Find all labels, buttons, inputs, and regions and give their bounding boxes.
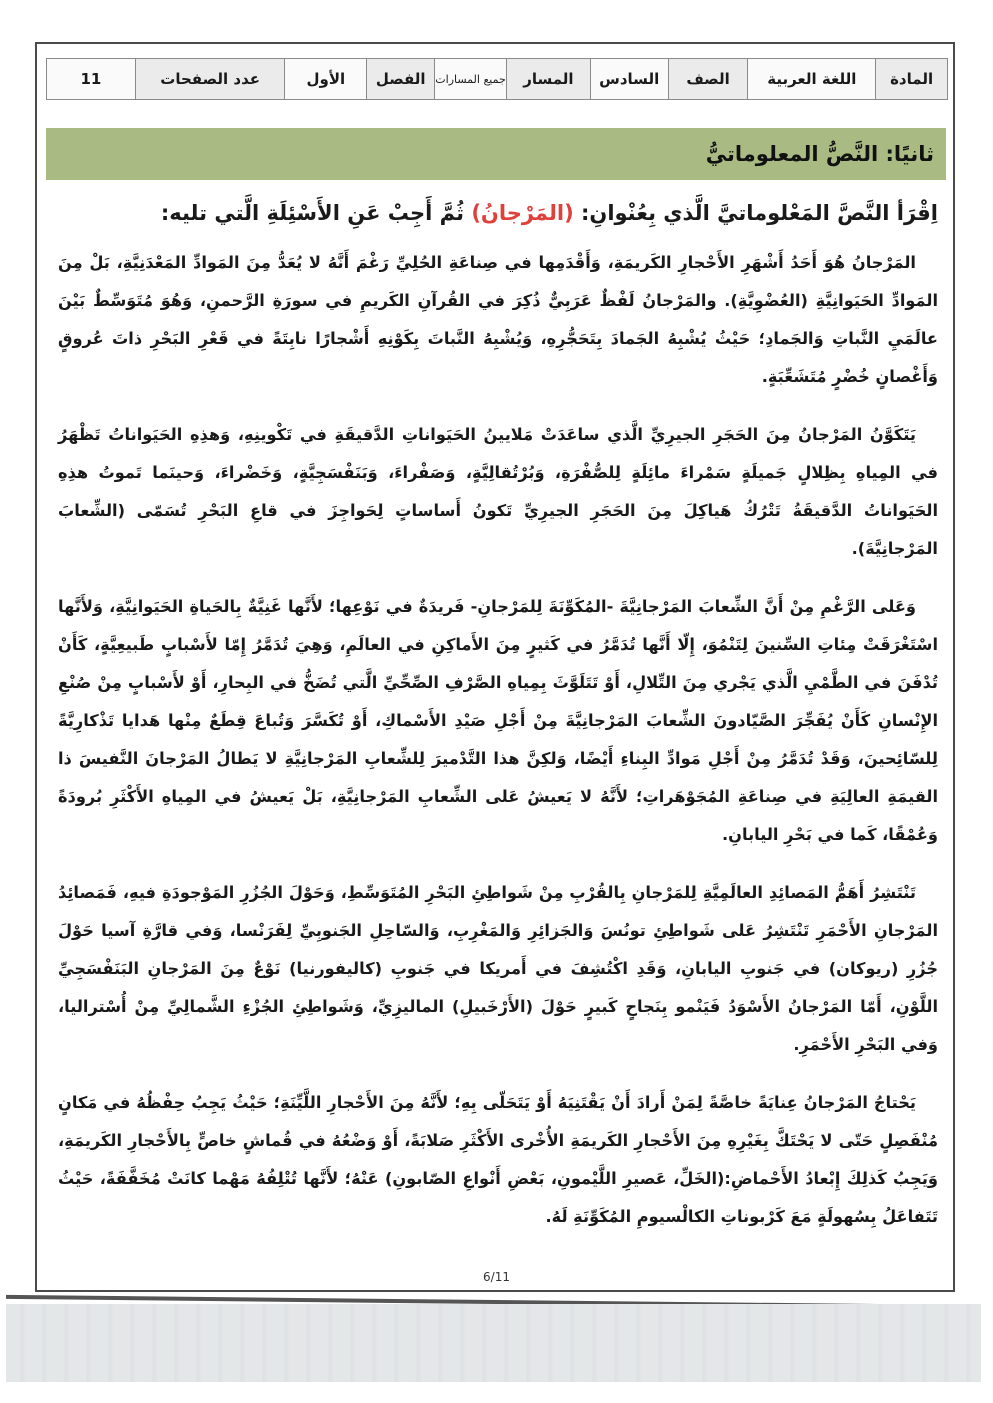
paragraph-1: المَرْجانُ هُوَ أَحَدُ أَشْهَرِ الأَحْجارِ الكَريمَةِ، وَأَقْدَمِها في صِناعَةِ الحُلِيِّ رَغْمَ أَنَّهُ لا يُعَدُّ مِنَ المَوادِّ المَعْدَنِيَّةِ، بَلْ مِنَ المَوادِّ الحَيَوانِيَّةِ (العُضْوِيَّةِ). والمَرْجانُ لَفْظٌ عَرَبِيٌّ ذُكِرَ في القُرآنِ الكَريمِ في سورَةِ الرَّحمنِ، وَهُوَ مُتَوَسِّطٌ بَيْنَ عالَمَيِ النَّباتِ وَالجَمادِ؛ حَيْثُ يُشْبِهُ الجَمادَ بِتَحَجُّرِهِ، وَيُشْبِهُ النَّباتَ بِكَوْنِهِ أَشْجارًا نابِتَةً في قَعْرِ البَحْرِ ذاتَ عُروقٍ وَأَغْصانٍ خُضْرٍ مُتَشَعِّبَةٍ. [58, 253, 938, 386]
subject-value: اللغة العربية [747, 59, 875, 99]
instruction-line [60, 196, 938, 230]
term-value: الأول [284, 59, 366, 99]
paragraph-2: يَتَكَوَّنُ المَرْجانُ مِنَ الحَجَرِ الجيرِيِّ الَّذي ساعَدَتْ مَلايينُ الحَيَواناتِ الدَّقيقَةِ في تَكْوينِهِ، وَهذِهِ الحَيَواناتُ تَظْهَرُ في المِياهِ بِظِلالٍ جَميلَةٍ سَمْراءَ مائِلَةٍ لِلصُّفْرَةِ، وَبُرْتُقالِيَّةٍ، وَصَفْراءَ، وَبَنَفْسَجِيَّةٍ، وَخَضْراءَ، وَحينَما تَموتُ هذِهِ الحَيَواناتُ الدَّقيقَةُ تَتْرُكُ هَياكِلَ مِنَ الحَجَرِ الجيرِيِّ تَكونُ أَساساتٍ لِحَواجِزَ في قاعِ البَحْرِ تُسَمّى (الشِّعابَ المَرْجانِيَّةَ). [58, 425, 938, 558]
page-number: 6/11 [483, 1270, 510, 1284]
header-info-table [46, 58, 948, 100]
track-label: المسار [506, 59, 590, 99]
article-title-highlight: (المَرْجانُ) [471, 201, 574, 225]
article-body [58, 244, 938, 1256]
scan-background-strip [6, 1304, 981, 1382]
paragraph-4: تَنْتَشِرُ أَهَمُّ المَصائِدِ العالَمِيَّةِ لِلمَرْجانِ بِالقُرْبِ مِنْ شَواطِئِ البَحْرِ المُتَوَسِّطِ، وَحَوْلَ الجُزُرِ المَوْجودَةِ فيهِ، فَمَصائِدُ المَرْجانِ الأَحْمَرِ تَنْتَشِرُ عَلى شَواطِئِ تونُسَ وَالجَزائِرِ وَالمَغْرِبِ، وَالسّاحِلِ الجَنوبِيِّ لِفَرَنْسا، وَفي قارَّةِ آسيا حَوْلَ جُزُرِ (ريوكان) في جَنوبِ اليابانِ، وَقَدِ اكْتُشِفَ في أَمريكا في جَنوبِ (كاليفورنيا) نَوْعٌ مِنَ المَرْجانِ البَنَفْسَجِيِّ اللَّوْنِ، أَمّا المَرْجانُ الأَسْوَدُ فَيَنْمو بِنَجاحٍ كَبيرٍ حَوْلَ (الأَرْخَبيلِ) الماليزِيِّ، وَشَواطِئِ الجُزْءِ الشَّمالِيِّ مِنْ أُسْتراليا، وَفي البَحْرِ الأَحْمَرِ. [58, 883, 938, 1054]
term-label: الفصل [366, 59, 434, 99]
track-value: جميع المسارات [434, 59, 506, 99]
page-count-value: 11 [47, 59, 135, 99]
grade-value: السادس [590, 59, 668, 99]
section-banner [46, 128, 946, 180]
section-title: ثانيًا: النَّصُّ المعلوماتيُّ [705, 142, 934, 166]
page-count-label: عدد الصفحات [135, 59, 285, 99]
grade-label: الصف [668, 59, 748, 99]
instruction-text-start: اِقْرَأ النَّصَّ المَعْلوماتيَّ الَّذي بِعُنْوانِ: [573, 201, 938, 225]
subject-label: المادة [875, 59, 947, 99]
paragraph-5: يَحْتاجُ المَرْجانُ عِنايَةً خاصَّةً لِمَنْ أَرادَ أَنْ يَقْتَنِيَهُ أَوْ يَتَحَلّى بِهِ؛ لأَنَّهُ مِنَ الأَحْجارِ اللَّيِّنَةِ؛ حَيْثُ يَجِبُ حِفْظُهُ في مَكانٍ مُنْفَصِلٍ حَتّى لا يَحْتَكَّ بِغَيْرِهِ مِنَ الأَحْجارِ الكَريمَةِ الأُخْرى الأَكْثَرِ صَلابَةً، أَوْ وَضْعُهُ في قُماشٍ خاصٍّ بِالأَحْجارِ الكَريمَةِ، وَيَجِبُ كَذلِكَ إِبْعادُ الأَحْماضِ:(الخَلِّ، عَصيرِ اللَّيْمونِ، بَعْضِ أَنْواعِ الصّابونِ) عَنْهُ؛ لأَنَّها تُتْلِفُهُ مَهْما كانَتْ مُخَفَّفَةً، حَيْثُ تَتَفاعَلُ بِسُهولَةٍ مَعَ كَرْبوناتِ الكالْسيومِ المُكَوِّنَةِ لَهُ. [58, 1093, 938, 1226]
instruction-text-end: ثُمَّ أَجِبْ عَنِ الأَسْئِلَةِ الَّتي تليه: [160, 201, 472, 225]
paragraph-3: وَعَلى الرَّغْمِ مِنْ أَنَّ الشِّعابَ المَرْجانِيَّةَ -المُكَوِّنَةَ لِلمَرْجانِ- فَريدَةٌ في نَوْعِها؛ لأَنَّها غَنِيَّةٌ بِالحَياةِ الحَيَوانِيَّةِ، وَلأَنَّها اسْتَغْرَقَتْ مِئاتِ السِّنينَ لِتَنْمُوَ، إِلّا أَنَّها تُدَمَّرُ في كَثيرٍ مِنَ الأَماكِنِ في العالَمِ، وَهِيَ تُدَمَّرُ إِمّا لأَسْبابٍ طَبيعِيَّةٍ، كَأَنْ تُدْفَنَ في الطَّمْيِ الَّذي يَجْري مِنَ التِّلالِ، أَوْ تَتَلَوَّثَ بِمِياهِ الصَّرْفِ الصِّحِّيِّ الَّتي تُضَخُّ في البِحارِ، أَوْ لأَسْبابٍ مِنْ صُنْعِ الإِنْسانِ كَأَنْ يُفَجِّرَ الصَّيّادونَ الشِّعابَ المَرْجانِيَّةَ مِنْ أَجْلِ صَيْدِ الأَسْماكِ، أَوْ تُكَسَّرَ وَتُباعَ قِطَعٌ مِنْها هَدايا تَذْكارِيَّةً لِلسّائِحينَ، وَقَدْ تُدَمَّرُ مِنْ أَجْلِ مَوادِّ البِناءِ أَيْضًا، وَلكِنَّ هذا التَّدْميرَ لِلشِّعابِ المَرْجانِيَّةِ لا يَطالُ المَرْجانَ النَّفيسَ ذا القيمَةِ العالِيَةِ في صِناعَةِ المُجَوْهَراتِ؛ لأَنَّهُ لا يَعيشُ عَلى الشِّعابِ المَرْجانِيَّةِ، بَلْ يَعيشُ في المِياهِ الأَكْثَرِ بُرودَةً وَعُمْقًا، كَما في بَحْرِ اليابانِ. [58, 597, 938, 844]
